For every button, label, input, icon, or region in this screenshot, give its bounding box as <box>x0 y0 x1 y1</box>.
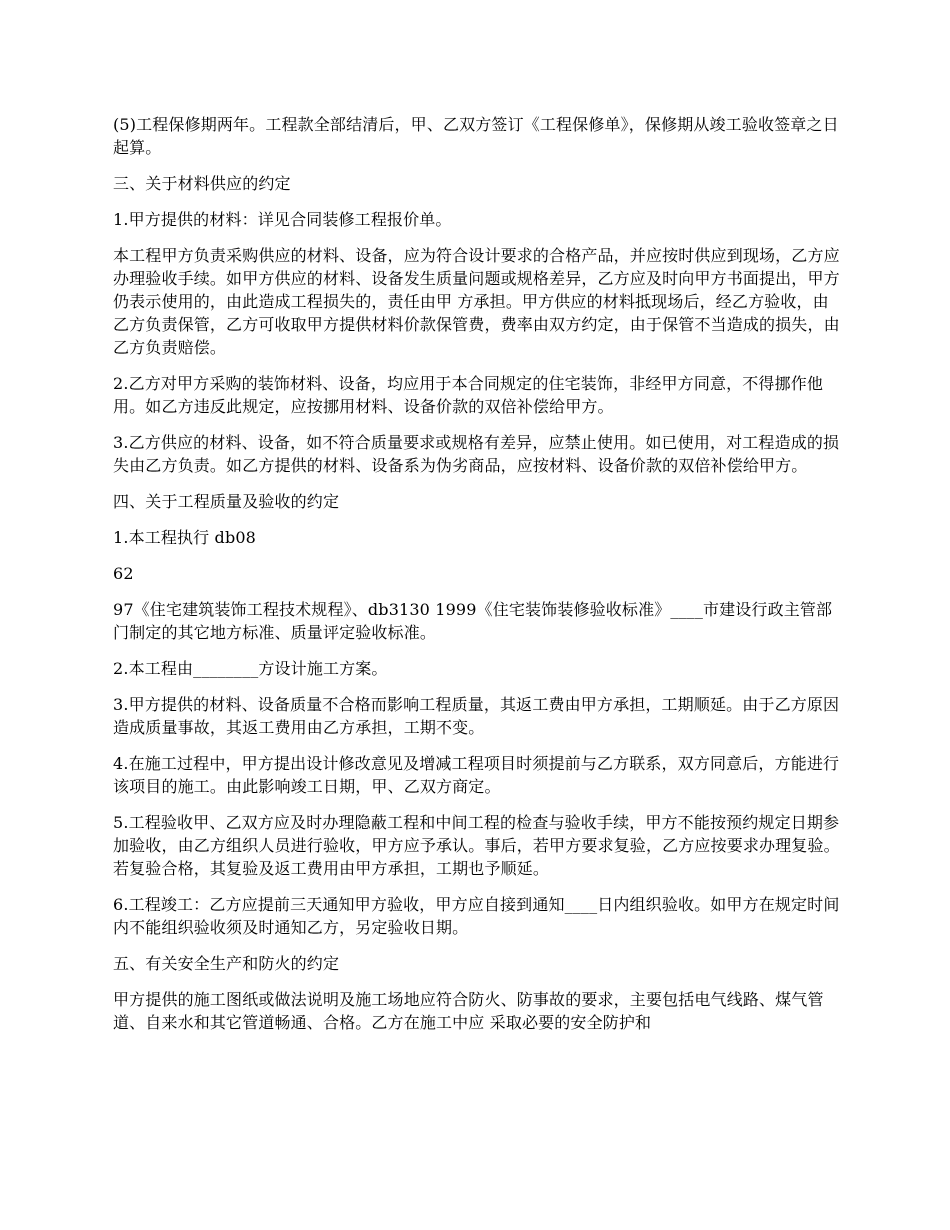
section-heading-safety: 五、有关安全生产和防火的约定 <box>113 954 340 973</box>
section-heading-quality: 四、关于工程质量及验收的约定 <box>113 492 340 511</box>
quality-clause-4: 4.在施工过程中，甲方提出设计修改意见及增减工程项目时须提前与乙方联系，双方同意后，方能进行该项目的施工。由此影响竣工日期，甲、乙双方商定。 <box>113 754 840 796</box>
quality-clause-5: 5.工程验收甲、乙双方应及时办理隐蔽工程和中间工程的检查与验收手续，甲方不能按预约规定日期参加验收，由乙方组织人员进行验收，甲方应予承认。事后，若甲方要求复验，乙方应按要求办理复验。若复验合格，其复验及返工费用由甲方承担，工期也予顺延。 <box>113 813 840 878</box>
materials-clause-1: 1.甲方提供的材料：详见合同装修工程报价单。 <box>113 210 452 229</box>
quality-clause-1-standards: 97《住宅建筑装饰工程技术规程》、db3130 1999《住宅装饰装修验收标准》____市建设行政主管部门制定的其它地方标准、质量评定验收标准。 <box>113 600 833 642</box>
quality-clause-3: 3.甲方提供的材料、设备质量不合格而影响工程质量，其返工费由甲方承担，工期顺延。由于乙方原因造成质量事故，其返工费用由乙方承担，工期不变。 <box>113 695 840 737</box>
document-page <box>113 113 840 1047</box>
quality-clause-1-number: 62 <box>113 564 134 583</box>
section-heading-materials: 三、关于材料供应的约定 <box>113 174 291 193</box>
warranty-paragraph: (5)工程保修期两年。工程款全部结清后，甲、乙双方签订《工程保修单》，保修期从竣工验收签章之日起算。 <box>113 115 839 157</box>
quality-clause-1: 1.本工程执行 db08 <box>113 528 256 547</box>
materials-clause-3: 3.乙方供应的材料、设备，如不符合质量要求或规格有差异，应禁止使用。如已使用，对工程造成的损失由乙方负责。如乙方提供的材料、设备系为伪劣商品，应按材料、设备价款的双倍补偿给甲方。 <box>113 433 840 475</box>
materials-clause-2: 2.乙方对甲方采购的装饰材料、设备，均应用于本合同规定的住宅装饰，非经甲方同意，不得挪作他用。如乙方违反此规定，应按挪用材料、设备价款的双倍补偿给甲方。 <box>113 374 824 416</box>
materials-clause-body: 本工程甲方负责采购供应的材料、设备，应为符合设计要求的合格产品，并应按时供应到现场，乙方应办理验收手续。如甲方供应的材料、设备发生质量问题或规格差异，乙方应及时向甲方书面提出，甲方仍表示使用的，由此造成工程损失的，责任由甲 方承担。甲方供应的材料抵现场后，经乙方验收，由乙方负责保管，乙方可收取甲方提供材料价款保管费，费率由双方约定，由于保管不当造成的损失，由乙方负责赔偿。 <box>113 246 840 357</box>
quality-clause-6: 6.工程竣工：乙方应提前三天通知甲方验收，甲方应自接到通知____日内组织验收。如甲方在规定时间内不能组织验收须及时通知乙方，另定验收日期。 <box>113 895 840 937</box>
quality-clause-2: 2.本工程由________方设计施工方案。 <box>113 659 388 678</box>
safety-clause-body: 甲方提供的施工图纸或做法说明及施工场地应符合防火、防事故的要求，主要包括电气线路、煤气管道、自来水和其它管道畅通、合格。乙方在施工中应 采取必要的安全防护和 <box>113 990 824 1032</box>
